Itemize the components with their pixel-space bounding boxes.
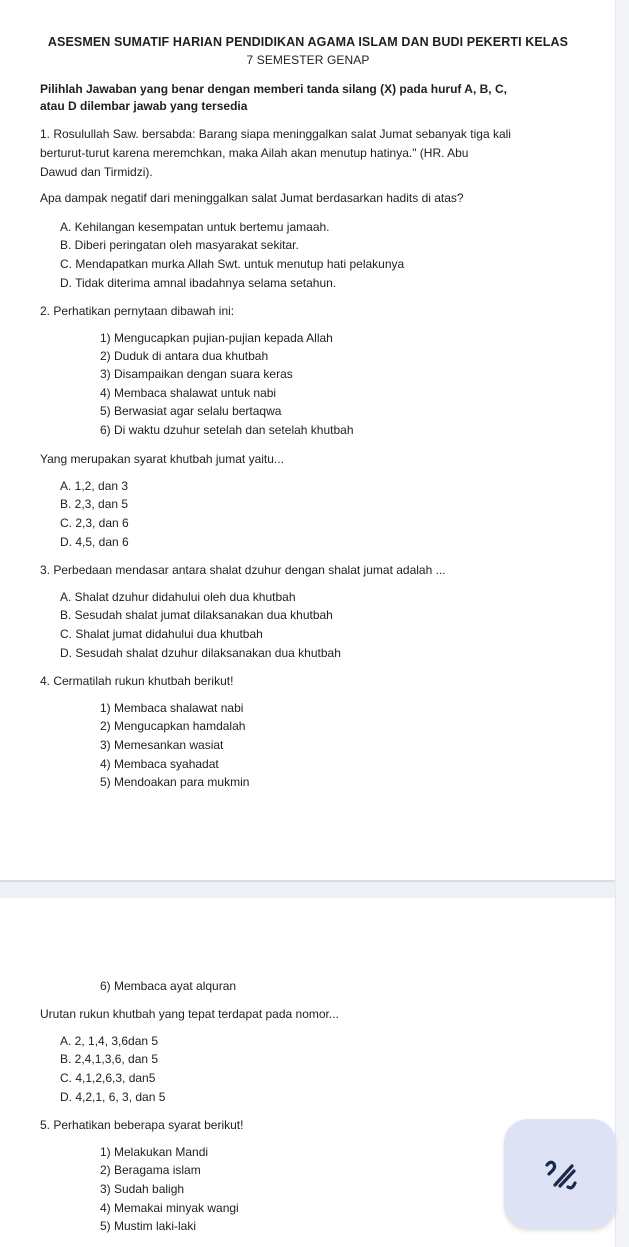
- q2-option-a: A. 1,2, dan 3: [60, 479, 129, 493]
- q4-item: 4) Membaca syahadat: [100, 757, 219, 771]
- question-1-text: berturut-turut karena meremchkan, maka Ailah akan menutup hatinya." (HR. Abu: [40, 146, 469, 160]
- q4-option-d: D. 4,2,1, 6, 3, dan 5: [60, 1090, 166, 1104]
- question-2-intro: 2. Perhatikan pernytaan dibawah ini:: [40, 304, 235, 318]
- question-1-prompt: Apa dampak negatif dari meninggalkan salat Jumat berdasarkan hadits di atas?: [40, 191, 464, 205]
- edit-pen-icon: [539, 1153, 581, 1195]
- q2-item: 6) Di waktu dzuhur setelah dan setelah khutbah: [100, 423, 354, 437]
- q1-option-b: B. Diberi peringatan oleh masyarakat sekitar.: [60, 238, 299, 252]
- q5-item: 2) Beragama islam: [100, 1163, 201, 1177]
- document-subtitle: 7 SEMESTER GENAP: [246, 53, 370, 67]
- edit-fab-button[interactable]: [504, 1119, 616, 1229]
- q4-item: 1) Membaca shalawat nabi: [100, 701, 244, 715]
- q5-item: 5) Mustim laki-laki: [100, 1219, 197, 1233]
- q3-option-c: C. Shalat jumat didahului dua khutbah: [60, 627, 263, 641]
- q2-item: 5) Berwasiat agar selalu bertaqwa: [100, 404, 282, 418]
- q4-option-b: B. 2,4,1,3,6, dan 5: [60, 1052, 159, 1066]
- document-title: ASESMEN SUMATIF HARIAN PENDIDIKAN AGAMA ISLAM DAN BUDI PEKERTI KELAS: [47, 35, 569, 49]
- q2-item: 1) Mengucapkan pujian-pujian kepada Allah: [100, 331, 333, 345]
- q5-item: 4) Memakai minyak wangi: [100, 1201, 239, 1215]
- q2-option-b: B. 2,3, dan 5: [60, 497, 129, 511]
- q2-option-d: D. 4,5, dan 6: [60, 535, 129, 549]
- q2-item: 2) Duduk di antara dua khutbah: [100, 349, 269, 363]
- question-4-intro: 4. Cermatilah rukun khutbah berikut!: [40, 674, 234, 688]
- question-5-intro: 5. Perhatikan beberapa syarat berikut!: [40, 1118, 244, 1132]
- q4-option-c: C. 4,1,2,6,3, dan5: [60, 1071, 156, 1085]
- question-2-prompt: Yang merupakan syarat khutbah jumat yaitu...: [40, 452, 284, 466]
- q4-item: 2) Mengucapkan hamdalah: [100, 719, 246, 733]
- q1-option-a: A. Kehilangan kesempatan untuk bertemu jamaah.: [60, 220, 330, 234]
- q2-item: 4) Membaca shalawat untuk nabi: [100, 386, 277, 400]
- q2-item: 3) Disampaikan dengan suara keras: [100, 367, 293, 381]
- scrollbar-track[interactable]: [615, 0, 629, 1247]
- question-4-prompt: Urutan rukun khutbah yang tepat terdapat pada nomor...: [40, 1007, 339, 1021]
- q5-item: 1) Melakukan Mandi: [100, 1145, 209, 1159]
- q5-item: 3) Sudah baligh: [100, 1182, 185, 1196]
- q2-option-c: C. 2,3, dan 6: [60, 516, 129, 530]
- q4-item: 5) Mendoakan para mukmin: [100, 775, 250, 789]
- q3-option-d: D. Sesudah shalat dzuhur dilaksanakan dua khutbah: [60, 646, 341, 660]
- q3-option-b: B. Sesudah shalat jumat dilaksanakan dua khutbah: [60, 608, 333, 622]
- question-1-text: Dawud dan Tirmidzi).: [40, 165, 153, 179]
- q3-option-a: A. Shalat dzuhur didahului oleh dua khutbah: [60, 590, 296, 604]
- q4-option-a: A. 2, 1,4, 3,6dan 5: [60, 1034, 159, 1048]
- q1-option-d: D. Tidak diterima amnal ibadahnya selama setahun.: [60, 276, 337, 290]
- instruction-line: atau D dilembar jawab yang tersedia: [40, 99, 248, 113]
- question-3-prompt: 3. Perbedaan mendasar antara shalat dzuhur dengan shalat jumat adalah ...: [40, 563, 446, 577]
- q4-item: 6) Membaca ayat alquran: [100, 979, 237, 993]
- instruction-line: Pilihlah Jawaban yang benar dengan memberi tanda silang (X) pada huruf A, B, C,: [40, 82, 507, 96]
- page-break: [0, 880, 616, 900]
- q4-item: 3) Memesankan wasiat: [100, 738, 224, 752]
- question-1-text: 1. Rosulullah Saw. bersabda: Barang siapa meninggalkan salat Jumat sebanyak tiga kali: [40, 127, 511, 141]
- q1-option-c: C. Mendapatkan murka Allah Swt. untuk menutup hati pelakunya: [60, 257, 405, 271]
